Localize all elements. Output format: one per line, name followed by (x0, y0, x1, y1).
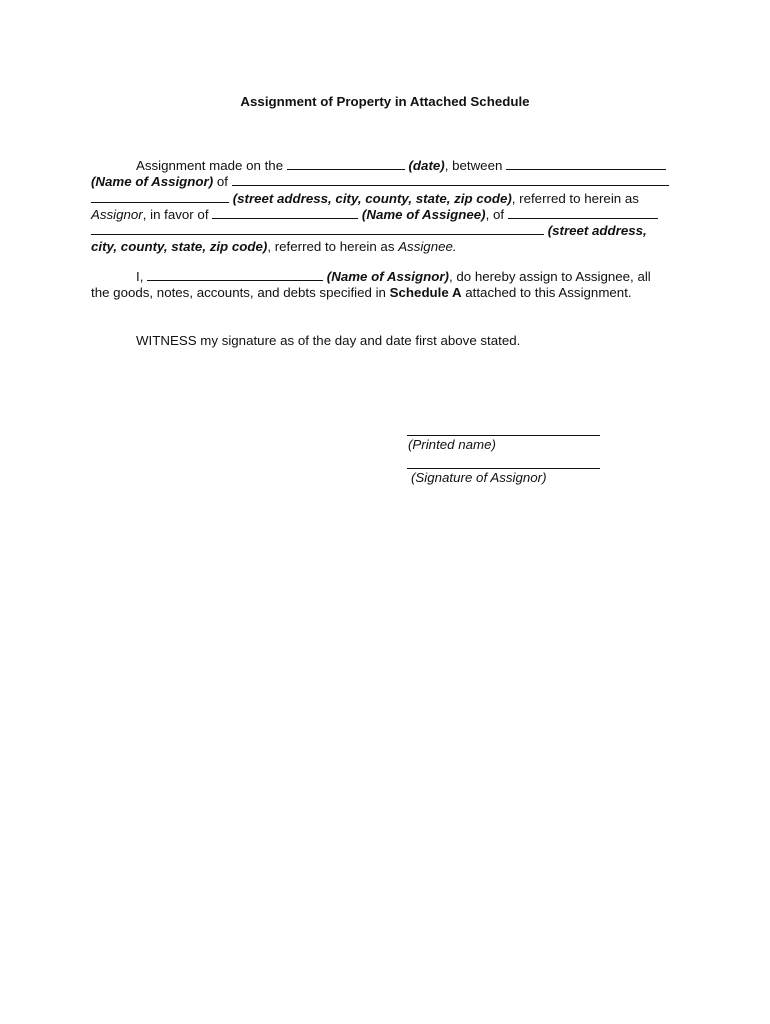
assignee-address-blank-2 (91, 222, 544, 235)
text-i: I, (136, 269, 144, 284)
text-in-favor-of: , in favor of (142, 207, 209, 222)
assignor-address-blank-2 (91, 190, 229, 203)
witness-statement: WITNESS my signature as of the day and date first above stated. (136, 333, 521, 348)
text-referred-herein: , referred to herein as (511, 191, 639, 206)
para1-line2 (91, 173, 669, 190)
signature-label: (Signature of Assignor) (411, 470, 547, 485)
printed-name-label: (Printed name) (408, 437, 496, 452)
label-name-of-assignor: (Name of Assignor) (91, 174, 214, 189)
para1-line5 (91, 222, 647, 239)
date-blank (287, 157, 405, 170)
printed-name-line (407, 435, 600, 436)
para1-line4 (91, 206, 658, 223)
para1-line3 (91, 190, 639, 207)
assignor-name-blank-1 (506, 157, 666, 170)
label-street-address-assignor: (street address, city, county, state, zip code) (232, 191, 512, 206)
text-attached: attached to this Assignment. (461, 285, 632, 300)
assignee-address-blank-1 (508, 206, 658, 219)
text-assignment-made: Assignment made on the (136, 158, 284, 173)
para2-line1 (136, 268, 651, 285)
signature-line (407, 468, 600, 469)
text-referred-herein-2: , referred to herein as (267, 239, 395, 254)
term-schedule-a: Schedule A (389, 285, 462, 300)
label-city-county: city, county, state, zip code) (91, 239, 268, 254)
term-assignor: Assignor (91, 207, 143, 222)
label-street-address-assignee: (street address, (547, 223, 647, 238)
para1-line6 (91, 239, 457, 255)
text-of-2: , of (485, 207, 505, 222)
term-assignee: Assignee. (398, 239, 457, 254)
assignor-address-blank-1 (232, 173, 669, 186)
label-name-of-assignee: (Name of Assignee) (361, 207, 486, 222)
label-date: (date) (408, 158, 445, 173)
label-name-of-assignor-2: (Name of Assignor) (326, 269, 449, 284)
text-between: , between (444, 158, 503, 173)
para2-line2 (91, 285, 632, 301)
para1-line1 (136, 157, 666, 174)
assignee-name-blank (212, 206, 358, 219)
assignor-name-blank-2 (147, 268, 323, 281)
document-title: Assignment of Property in Attached Schedule (240, 94, 530, 109)
text-goods-notes: the goods, notes, accounts, and debts specified in (91, 285, 386, 300)
text-do-hereby-assign: , do hereby assign to Assignee, all (448, 269, 651, 284)
text-of: of (213, 174, 228, 189)
